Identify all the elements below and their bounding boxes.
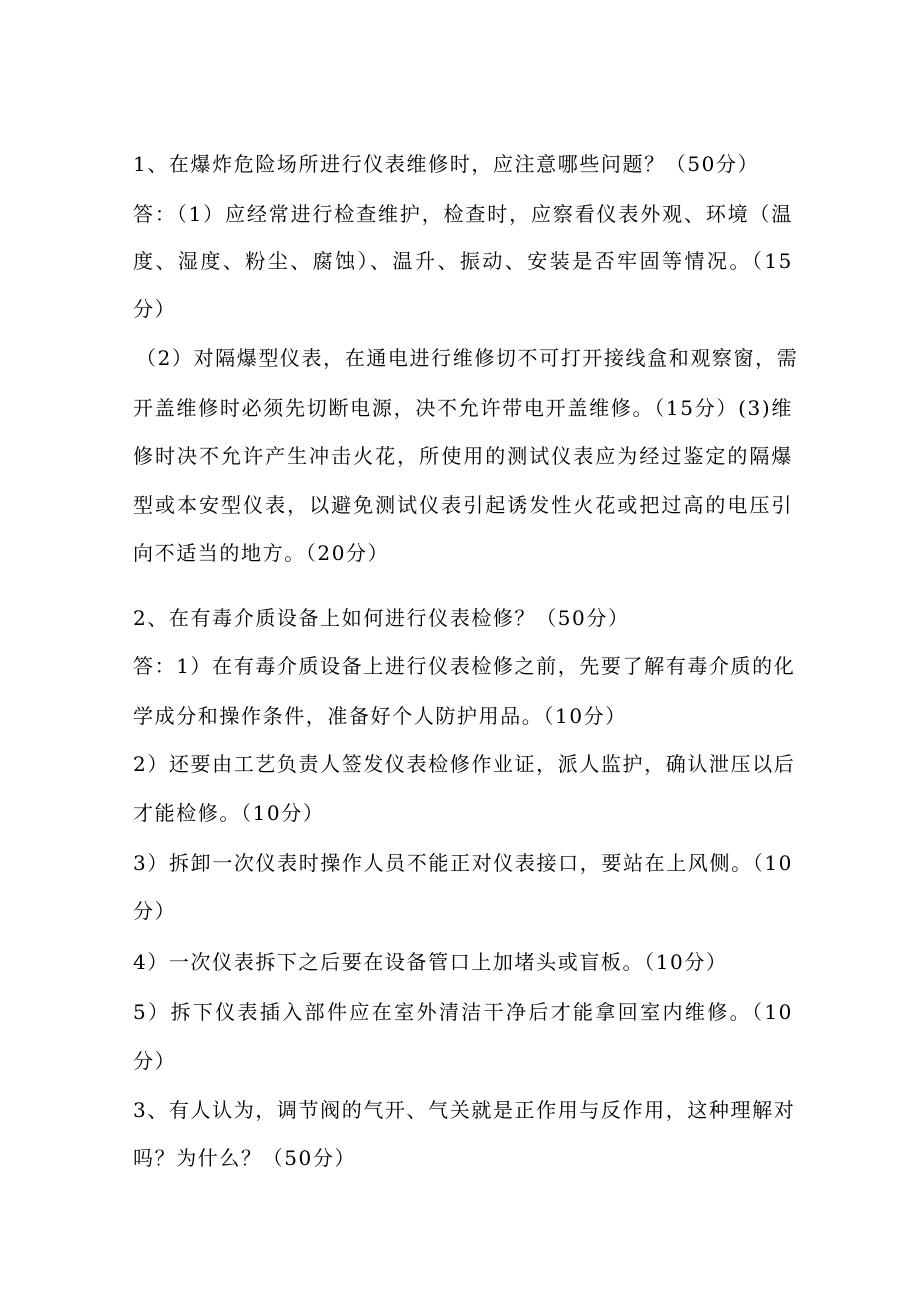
question-3-title-line-2: 吗？为什么？（50分） [133,1146,357,1170]
question-3-title-line-1: 3、有人认为，调节阀的气开、气关就是正作用与反作用，这种理解对 [133,1098,796,1122]
answer-2-line-3: 2）还要由工艺负责人签发仪表检修作业证，派人监护，确认泄压以后 [133,752,796,776]
answer-2-line-5: 3）拆卸一次仪表时操作人员不能正对仪表接口，要站在上风侧。（10 [133,851,793,875]
answer-1-line-3: 分） [133,297,177,321]
answer-2-line-9: 分） [133,1049,177,1073]
answer-2-line-6: 分） [133,899,177,923]
answer-2-line-4: 才能检修。（10分） [133,801,325,825]
answer-2-line-8: 5）拆下仪表插入部件应在室外清洁干净后才能拿回室内维修。（10 [133,1000,793,1024]
answer-1-line-6: 修时决不允许产生冲击火花，所使用的测试仪表应为经过鉴定的隔爆 [133,444,793,468]
question-1-title: 1、在爆炸危险场所进行仪表维修时，应注意哪些问题？（50分） [133,152,760,176]
answer-2-line-7: 4）一次仪表拆下之后要在设备管口上加堵头或盲板。（10分） [133,950,728,974]
answer-1-line-1: 答：（1）应经常进行检查维护，检查时，应察看仪表外观、环境（温 [133,202,793,226]
answer-1-line-7: 型或本安型仪表，以避免测试仪表引起诱发性火花或把过高的电压引 [133,493,793,517]
question-2-title: 2、在有毒介质设备上如何进行仪表检修？（50分） [133,606,630,630]
answer-2-line-1: 答：1）在有毒介质设备上进行仪表检修之前，先要了解有毒介质的化 [133,654,796,678]
answer-1-line-2: 度、湿度、粉尘、腐蚀）、温升、振动、安装是否牢固等情况。（15 [133,249,793,273]
answer-1-line-8: 向不适当的地方。（20分） [133,541,390,565]
answer-2-line-2: 学成分和操作条件，准备好个人防护用品。（10分） [133,704,627,728]
answer-1-line-4: （2）对隔爆型仪表，在通电进行维修切不可打开接线盒和观察窗，需 [136,346,799,370]
answer-1-line-5: 开盖维修时必须先切断电源，决不允许带电开盖维修。（15分）(3)维 [133,396,793,420]
